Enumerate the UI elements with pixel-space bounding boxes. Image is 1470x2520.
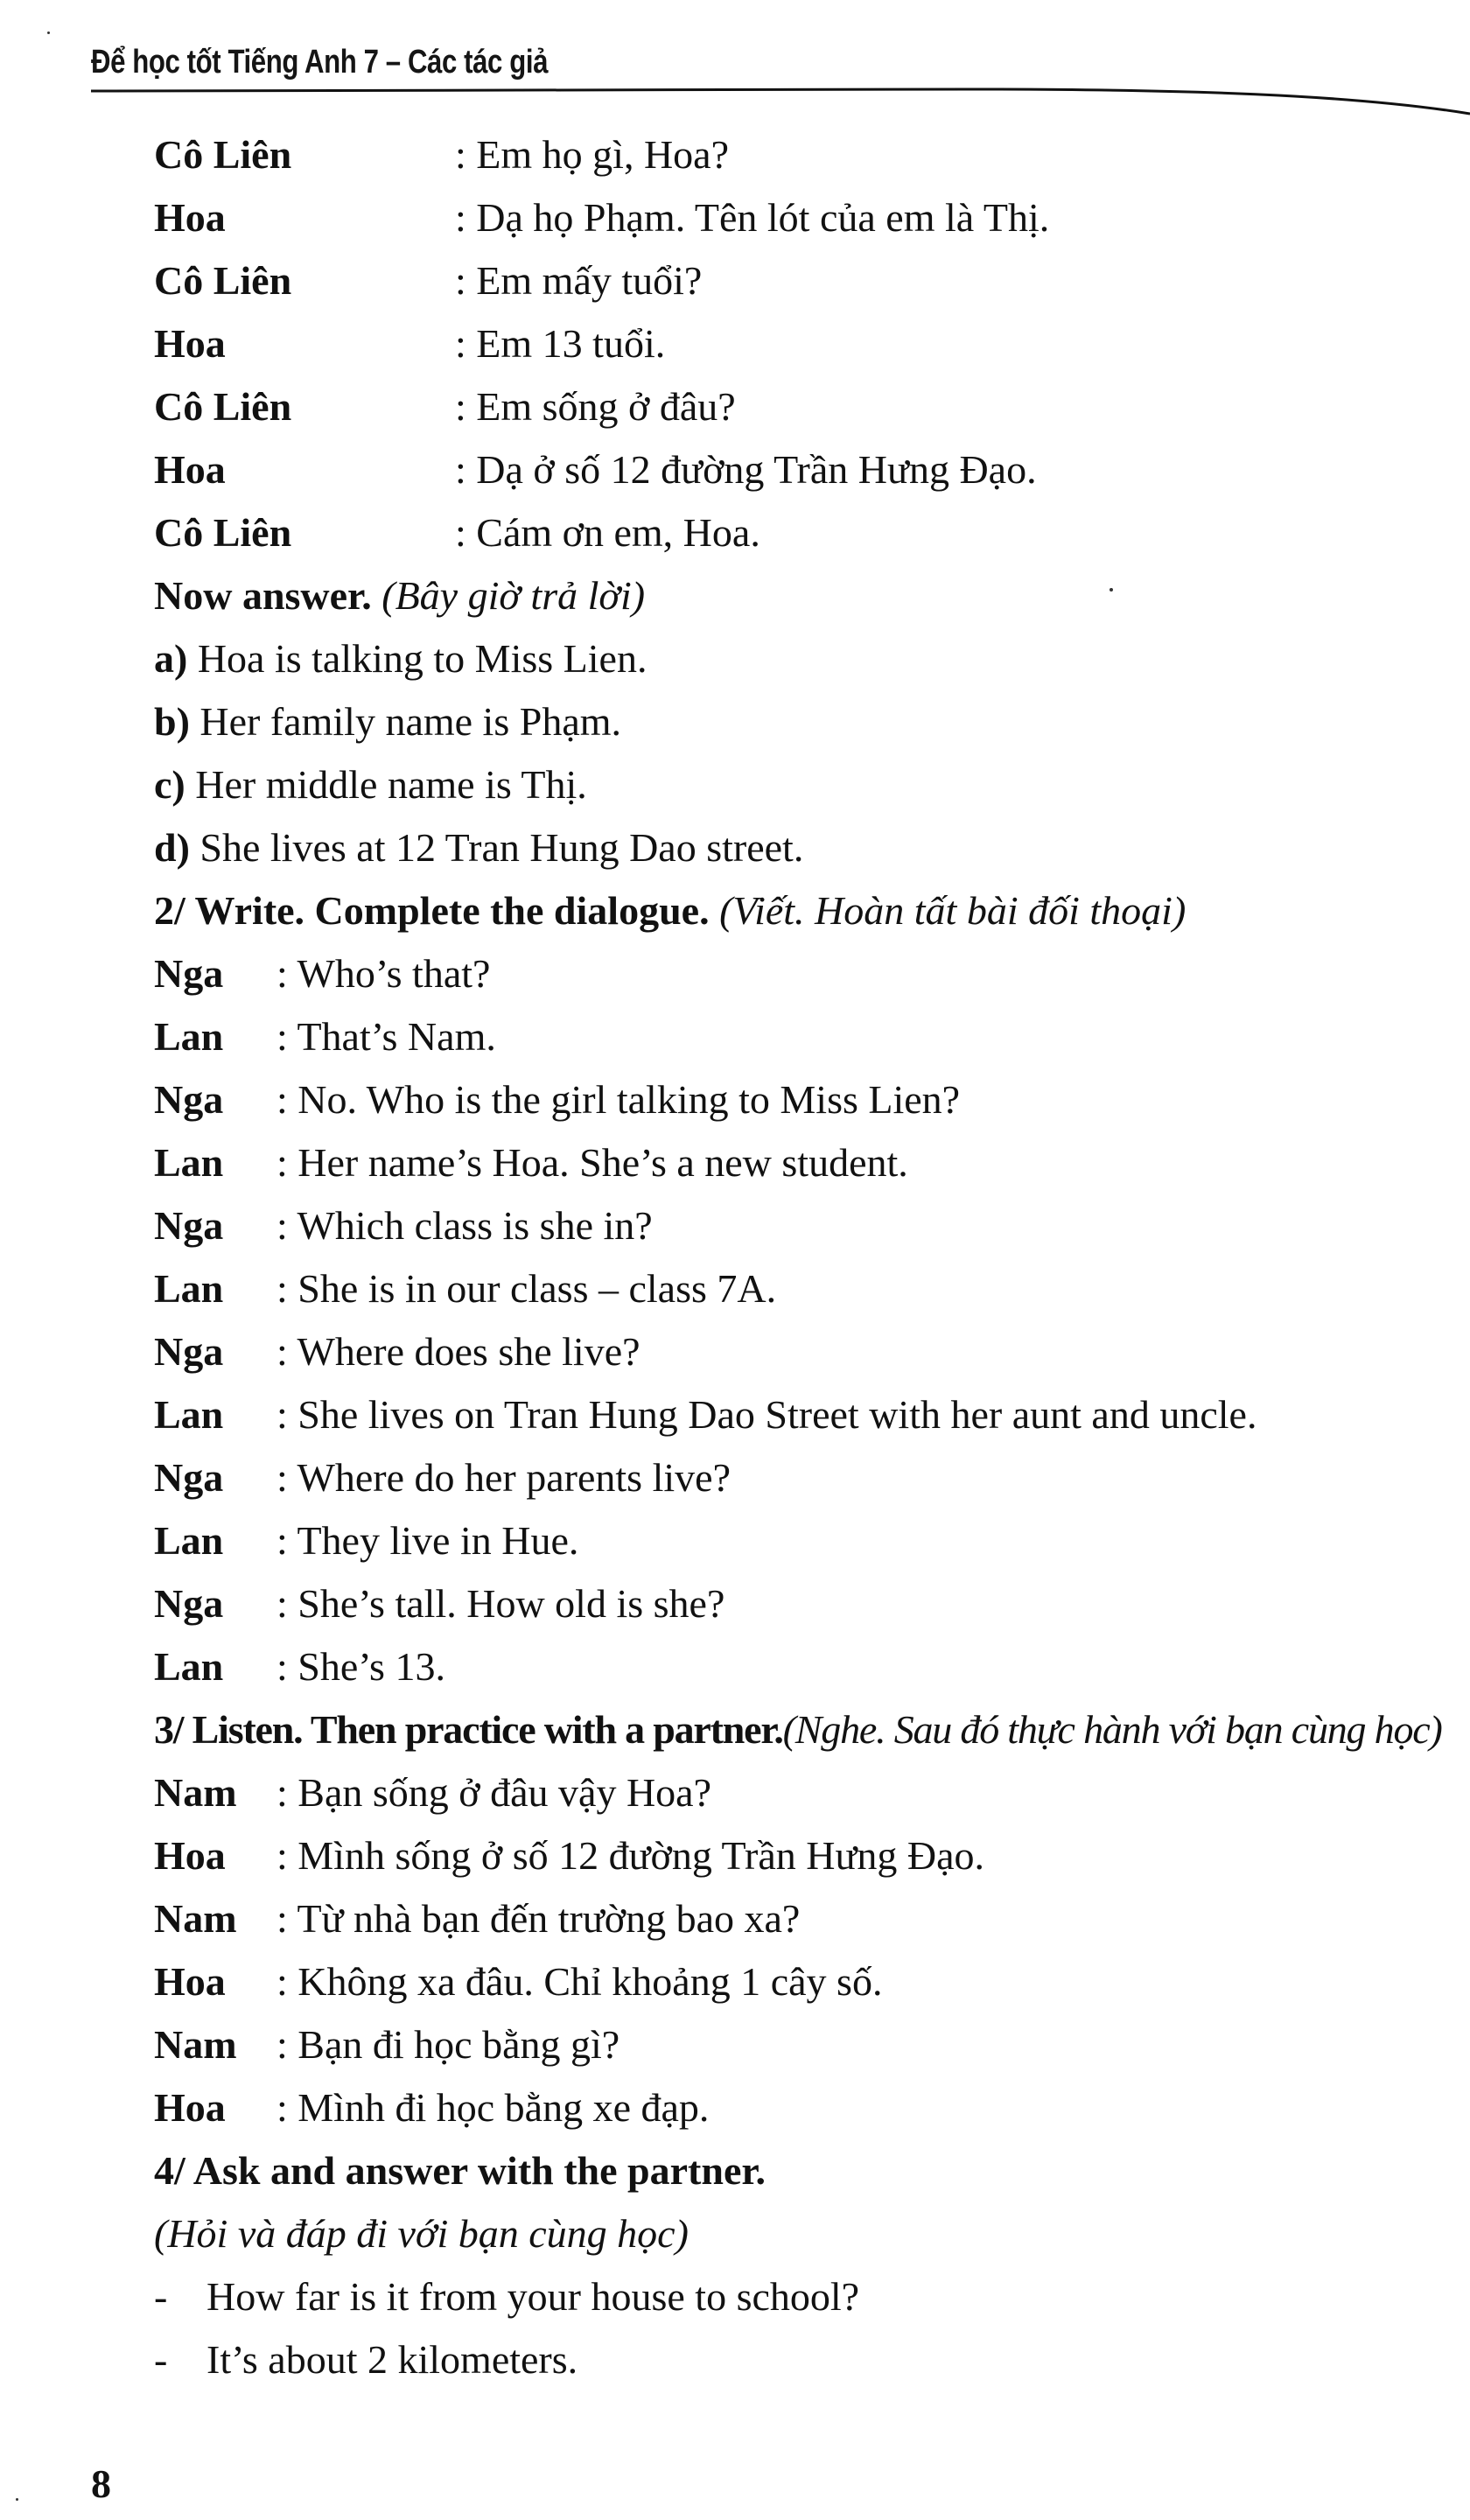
dialogue-nam-hoa <box>154 1760 1458 2138</box>
answer-item <box>154 626 1458 690</box>
speaker-name: Nga <box>154 1077 224 1122</box>
dialogue-text: : Dạ ở số 12 đường Trần Hưng Đạo. <box>455 447 1037 492</box>
dialogue-text: : Em sống ở đâu? <box>455 384 736 429</box>
dialogue-line <box>154 1446 1458 1508</box>
speaker-name: Lan <box>154 1518 224 1563</box>
speaker-name: Nga <box>154 1203 224 1248</box>
speaker-name: Hoa <box>154 195 226 240</box>
dialogue-line <box>154 1886 1458 1950</box>
speaker-name: Lan <box>154 1014 224 1059</box>
ink-speck <box>16 2498 18 2501</box>
dialogue-text: : They live in Hue. <box>276 1518 579 1563</box>
dialogue-text: : Who’s that? <box>276 951 491 996</box>
speaker-name: Nga <box>154 1581 224 1626</box>
speaker-name: Cô Liên <box>154 510 292 555</box>
dialogue-text: : Bạn sống ở đâu vậy Hoa? <box>276 1770 711 1815</box>
dialogue-line <box>154 1824 1458 1886</box>
answer-letter: d) <box>154 825 190 870</box>
speaker-name: Hoa <box>154 1959 226 2004</box>
speaker-name: Cô Liên <box>154 258 292 303</box>
dialogue-text: : Em 13 tuổi. <box>455 321 666 366</box>
answer-letter: b) <box>154 699 190 744</box>
dialogue-text: : Không xa đâu. Chỉ khoảng 1 cây số. <box>276 1959 883 2004</box>
dialogue-line <box>154 374 1458 438</box>
dialogue-text: : Mình đi học bằng xe đạp. <box>276 2085 710 2130</box>
section-4-translation: (Hỏi và đáp đi với bạn cùng học) <box>154 2211 689 2256</box>
speaker-name: Cô Liên <box>154 384 292 429</box>
now-answer-label: Now answer. <box>154 573 372 618</box>
section-2-heading <box>154 878 1458 942</box>
answer-item <box>154 816 1458 878</box>
dialogue-line <box>154 1068 1458 1130</box>
dialogue-text: : No. Who is the girl talking to Miss Lien? <box>276 1077 961 1122</box>
section-3-translation: (Nghe. Sau đó thực hành với bạn cùng học) <box>782 1707 1442 1752</box>
dialogue-line <box>154 1382 1458 1446</box>
bullet-text: How far is it from your house to school? <box>206 2274 860 2319</box>
speaker-name: Lan <box>154 1392 224 1437</box>
speaker-name: Hoa <box>154 321 226 366</box>
dialogue-text: : She lives on Tran Hung Dao Street with her aunt and uncle. <box>276 1392 1257 1437</box>
dialogue-nga-lan <box>154 942 1458 1698</box>
dialogue-line <box>154 942 1458 1004</box>
dialogue-line <box>154 438 1458 500</box>
section-2-translation: (Viết. Hoàn tất bài đối thoại) <box>719 888 1186 933</box>
bullet-text: It’s about 2 kilometers. <box>206 2337 578 2382</box>
dialogue-text: : Cám ơn em, Hoa. <box>455 510 760 555</box>
dialogue-line <box>154 248 1458 312</box>
answer-letter: c) <box>154 762 186 807</box>
answer-text: She lives at 12 Tran Hung Dao street. <box>200 825 804 870</box>
dialogue-text: : Where does she live? <box>276 1329 640 1374</box>
dialogue-line <box>154 186 1458 248</box>
ink-speck <box>1110 588 1113 592</box>
dialogue-line <box>154 1004 1458 1068</box>
dialogue-line <box>154 1950 1458 2012</box>
dialogue-text: : Mình sống ở số 12 đường Trần Hưng Đạo. <box>276 1833 985 1878</box>
page-content <box>154 122 1458 2390</box>
now-answer-translation: (Bây giờ trả lời) <box>382 573 646 618</box>
answer-text: Her family name is Phạm. <box>200 699 622 744</box>
speaker-name: Nam <box>154 1770 237 1815</box>
dialogue-text: : Bạn đi học bằng gì? <box>276 2022 620 2067</box>
speaker-name: Nam <box>154 1896 237 1941</box>
speaker-name: Nga <box>154 1329 224 1374</box>
bullet-item <box>154 2264 1458 2328</box>
dialogue-line <box>154 2012 1458 2076</box>
dialogue-line <box>154 312 1458 374</box>
dialogue-text: : She is in our class – class 7A. <box>276 1266 777 1311</box>
dialogue-text: : Em họ gì, Hoa? <box>455 132 729 177</box>
ink-speck <box>47 32 50 34</box>
dialogue-line <box>154 1634 1458 1698</box>
speaker-name: Nam <box>154 2022 237 2067</box>
dialogue-text: : That’s Nam. <box>276 1014 496 1059</box>
dialogue-line <box>154 1194 1458 1256</box>
dialogue-line <box>154 2076 1458 2138</box>
dialogue-text: : Từ nhà bạn đến trường bao xa? <box>276 1896 801 1941</box>
speaker-name: Lan <box>154 1266 224 1311</box>
bullet-item <box>154 2328 1458 2390</box>
section-3-heading <box>154 1698 1458 1760</box>
speaker-name: Lan <box>154 1644 224 1689</box>
answer-item <box>154 690 1458 752</box>
speaker-name: Hoa <box>154 447 226 492</box>
bullet-dash: - <box>154 2337 168 2382</box>
speaker-name: Nga <box>154 951 224 996</box>
dialogue-cô-liên-hoa <box>154 122 1458 564</box>
section-4-title: 4/ Ask and answer with the partner. <box>154 2148 766 2193</box>
bullet-dash: - <box>154 2274 168 2319</box>
dialogue-line <box>154 1572 1458 1634</box>
speaker-name: Nga <box>154 1455 224 1500</box>
dialogue-text: : Dạ họ Phạm. Tên lót của em là Thị. <box>455 195 1050 240</box>
dialogue-line <box>154 1508 1458 1572</box>
dialogue-line <box>154 1130 1458 1194</box>
dialogue-line <box>154 500 1458 564</box>
answer-text: Hoa is talking to Miss Lien. <box>197 636 648 681</box>
section-3-title: 3/ Listen. Then practice with a partner. <box>154 1707 783 1752</box>
dialogue-text: : She’s tall. How old is she? <box>276 1581 725 1626</box>
dialogue-text: : Em mấy tuổi? <box>455 258 703 303</box>
speaker-name: Lan <box>154 1140 224 1185</box>
speaker-name: Hoa <box>154 2085 226 2130</box>
dialogue-text: : Where do her parents live? <box>276 1455 731 1500</box>
dialogue-text: : She’s 13. <box>276 1644 445 1689</box>
dialogue-line <box>154 1760 1458 1824</box>
dialogue-line <box>154 1320 1458 1382</box>
section-2-title: 2/ Write. Complete the dialogue. <box>154 888 710 933</box>
answer-letter: a) <box>154 636 188 681</box>
answer-text: Her middle name is Thị. <box>195 762 587 807</box>
answer-item <box>154 752 1458 816</box>
page-number: 8 <box>91 2461 111 2506</box>
now-answer-heading <box>154 564 1458 626</box>
speaker-name: Hoa <box>154 1833 226 1878</box>
header-rule <box>91 86 1470 121</box>
speaker-name: Cô Liên <box>154 132 292 177</box>
running-header: Để học tốt Tiếng Anh 7 – Các tác giả <box>91 44 548 80</box>
dialogue-text: : Which class is she in? <box>276 1203 653 1248</box>
dialogue-line <box>154 122 1458 186</box>
dialogue-text: : Her name’s Hoa. She’s a new student. <box>276 1140 908 1185</box>
dialogue-line <box>154 1256 1458 1320</box>
